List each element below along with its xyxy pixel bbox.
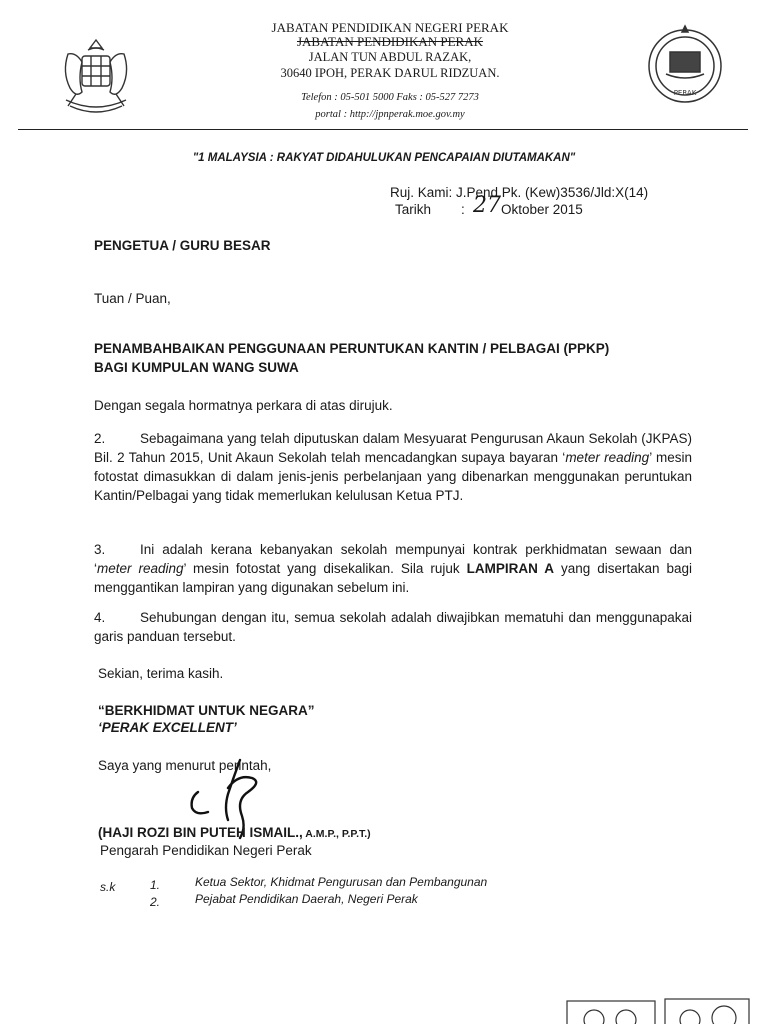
recipient: PENGETUA / GURU BESAR	[94, 238, 271, 253]
attachment-reference: LAMPIRAN A	[466, 561, 555, 576]
signer-title: Pengarah Pendidikan Negeri Perak	[100, 843, 312, 858]
paragraph-emphasis: meter reading	[565, 450, 650, 465]
signer-name-text: (HAJI ROZI BIN PUTEH ISMAIL.,	[98, 825, 303, 840]
malaysia-coat-of-arms-icon	[58, 34, 134, 120]
paragraph-text: Sehubungan dengan itu, semua sekolah adalah diwajibkan mematuhi dan menggunapakai garis panduan tersebut.	[94, 610, 692, 644]
salutation: Tuan / Puan,	[94, 291, 171, 306]
paragraph-emphasis: meter reading	[97, 561, 184, 576]
department-name: JABATAN PENDIDIKAN NEGERI PERAK	[271, 20, 509, 35]
quality-certification-logo-icon	[566, 1000, 656, 1024]
cc-item: Pejabat Pendidikan Daerah, Negeri Perak	[195, 892, 418, 906]
subject-line-1: PENAMBAHBAIKAN PENGGUNAAN PERUNTUKAN KANTIN / PELBAGAI (PPKP)	[94, 341, 610, 356]
paragraph-4	[94, 608, 692, 646]
yours-faithfully: Saya yang menurut perintah,	[98, 758, 272, 773]
closing: Sekian, terima kasih.	[98, 666, 224, 681]
date-label: Tarikh	[395, 202, 432, 217]
motto: "1 MALAYSIA : RAKYAT DIDAHULUKAN PENCAPAIAN DIUTAMAKAN"	[192, 152, 576, 164]
paragraph-text: Ini adalah kerana kebanyakan sekolah mempunyai kontrak perkhidmatan sewaan dan ‘	[94, 542, 692, 576]
paragraph-number: 4.	[94, 610, 106, 625]
perak-education-logo-icon	[644, 22, 726, 106]
letterhead-divider	[18, 129, 748, 130]
reference-number: Ruj. Kami: J.Pend.Pk. (Kew)3536/Jld:X(14)	[390, 185, 649, 200]
address-line-1: JALAN TUN ABDUL RAZAK,	[308, 50, 472, 64]
date-day-handwritten: 27	[473, 193, 501, 218]
opening-sentence: Dengan segala hormatnya perkara di atas dirujuk.	[94, 398, 393, 413]
paragraph-text: ’ mesin fotostat dimasukkan di dalam jenis-jenis perbelanjaan yang dibenarkan menggunakan peruntukan Kantin/Pelbagai yang tidak memerlukan kelulusan Ketua PTJ.	[94, 450, 693, 503]
portal-line: portal : http://jpnperak.moe.gov.my	[315, 109, 465, 120]
cc-item-number: 2.	[150, 895, 161, 909]
right-emblem-text: PERAK	[673, 89, 697, 97]
date-colon: :	[461, 202, 465, 217]
signer-name	[98, 825, 371, 840]
paragraph-text: ’ mesin fotostat yang disekalikan. Sila rujuk	[183, 561, 467, 576]
paragraph-text: yang disertakan bagi menggantikan lampiran yang digunakan sebelum ini.	[94, 561, 692, 595]
address-line-2: 30640 IPOH, PERAK DARUL RIDZUAN.	[280, 66, 500, 80]
contact-line: Telefon : 05-501 5000 Faks : 05-527 7273	[301, 92, 479, 103]
cc-item: Ketua Sektor, Khidmat Pengurusan dan Pembangunan	[195, 875, 488, 889]
date-month-year: Oktober 2015	[501, 202, 583, 217]
paragraph-text: Sebagaimana yang telah diputuskan dalam Mesyuarat Pengurusan Akaun Sekolah (JKPAS) Bil. 2 Tahun 2015, Unit Akaun Sekolah telah mencadangkan supaya bayaran ‘	[94, 431, 692, 465]
paragraph-3	[94, 540, 692, 597]
cc-label: s.k	[100, 880, 116, 894]
department-name-struck: JABATAN PENDIDIKAN PERAK	[296, 34, 484, 49]
quality-certification-logo-icon	[664, 998, 750, 1024]
slogan-berkhidmat: “BERKHIDMAT UNTUK NEGARA”	[98, 703, 315, 718]
subject-line-2: BAGI KUMPULAN WANG SUWA	[94, 360, 299, 375]
signer-postnominals: A.M.P., P.P.T.)	[302, 828, 371, 840]
paragraph-number: 3.	[94, 542, 106, 557]
paragraph-number: 2.	[94, 431, 106, 446]
paragraph-2	[94, 429, 692, 505]
cc-item-number: 1.	[150, 878, 161, 892]
slogan-perak-excellent: ‘PERAK EXCELLENT’	[98, 720, 237, 735]
